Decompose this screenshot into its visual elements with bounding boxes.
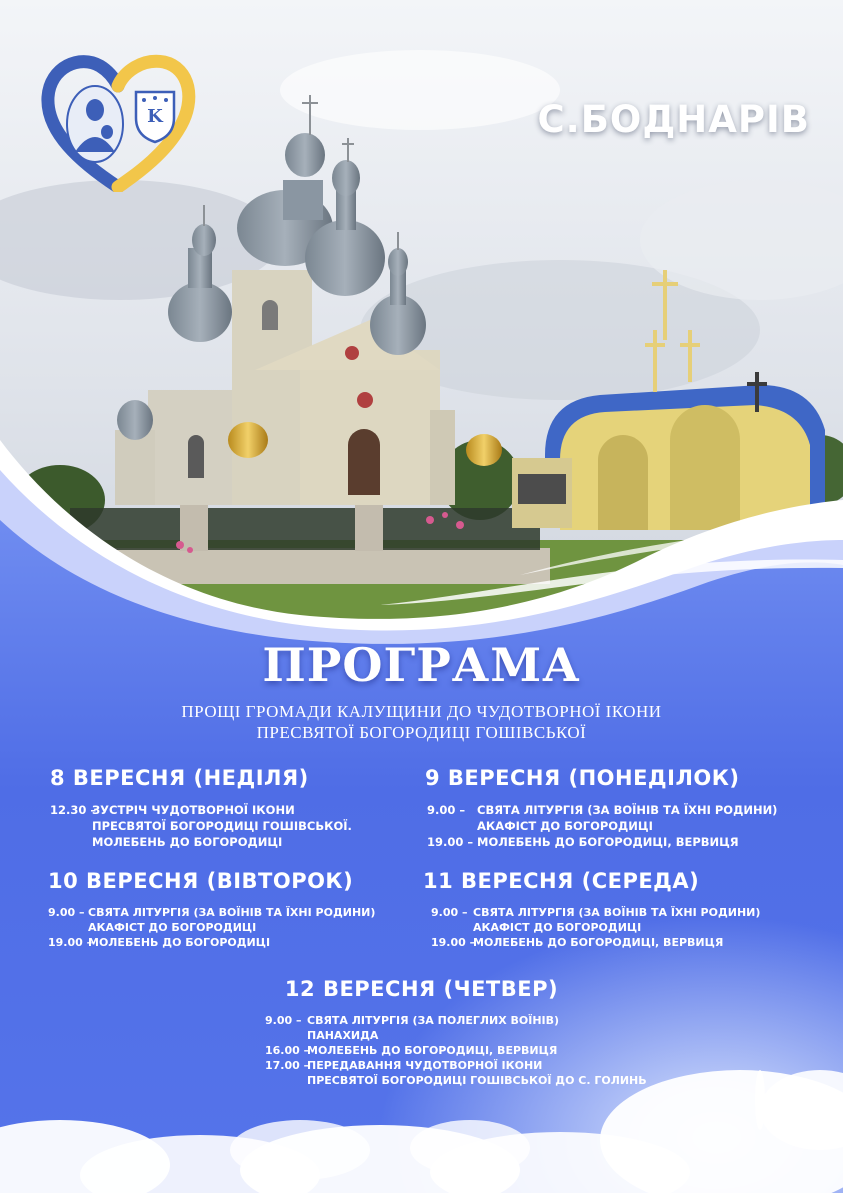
event-text: ПАНАХИДА — [307, 1029, 379, 1042]
event-item — [48, 905, 375, 935]
day-block-sep-9 — [425, 766, 777, 850]
event-item — [427, 834, 777, 850]
event-time: 16.00 – — [265, 1044, 310, 1057]
day-block-sep-8 — [50, 766, 352, 850]
event-item — [265, 1043, 843, 1058]
event-list — [265, 1013, 843, 1088]
event-list — [48, 905, 375, 950]
event-text: СВЯТА ЛІТУРГІЯ (ЗА ВОЇНІВ ТА ЇХНІ РОДИНИ) — [88, 906, 376, 919]
village-title: С.БОДНАРІВ — [537, 98, 810, 141]
event-item — [431, 905, 760, 935]
event-item — [50, 802, 352, 850]
event-text: МОЛЕБЕНЬ ДО БОГОРОДИЦІ — [88, 936, 271, 949]
day-title: 12 ВЕРЕСНЯ (ЧЕТВЕР) — [284, 977, 559, 1001]
event-time: 19.00 – — [431, 936, 476, 949]
day-title: 10 ВЕРЕСНЯ (ВІВТОРОК) — [48, 869, 354, 893]
event-text: АКАФІСТ ДО БОГОРОДИЦІ — [473, 921, 642, 934]
event-text: СВЯТА ЛІТУРГІЯ (ЗА ВОЇНІВ ТА ЇХНІ РОДИНИ) — [477, 803, 778, 817]
event-time: 9.00 – — [431, 906, 468, 919]
day-title: 11 ВЕРЕСНЯ (СЕРЕДА) — [423, 869, 700, 893]
event-item — [265, 1013, 843, 1043]
subtitle-line-1: ПРОЩІ ГРОМАДИ КАЛУЩИНИ ДО ЧУДОТВОРНОЇ ІКОНИ — [181, 702, 662, 721]
emblem-letter: K — [147, 106, 163, 127]
event-text: ЗУСТРІЧ ЧУДОТВОРНОЇ ІКОНИ — [92, 803, 295, 817]
event-time: 17.00 – — [265, 1059, 310, 1072]
event-text: МОЛЕБЕНЬ ДО БОГОРОДИЦІ, ВЕРВИЦЯ — [477, 835, 739, 849]
event-text: МОЛЕБЕНЬ ДО БОГОРОДИЦІ, ВЕРВИЦЯ — [307, 1044, 558, 1057]
event-text: ПРЕСВЯТОЇ БОГОРОДИЦІ ГОШІВСЬКОЇ. — [92, 819, 352, 833]
heart-logo-icon — [40, 52, 196, 192]
event-text: АКАФІСТ ДО БОГОРОДИЦІ — [88, 921, 257, 934]
event-time: 12.30 – — [50, 803, 97, 817]
event-text: СВЯТА ЛІТУРГІЯ (ЗА ВОЇНІВ ТА ЇХНІ РОДИНИ) — [473, 906, 761, 919]
day-title: 8 ВЕРЕСНЯ (НЕДІЛЯ) — [50, 766, 309, 790]
event-time: 19.00 – — [48, 936, 93, 949]
day-block-sep-12 — [0, 977, 843, 1088]
event-text: МОЛЕБЕНЬ ДО БОГОРОДИЦІ, ВЕРВИЦЯ — [473, 936, 724, 949]
day-block-sep-10 — [48, 869, 375, 950]
event-time: 9.00 – — [48, 906, 85, 919]
program-title: ПРОГРАМА — [262, 638, 581, 692]
event-item — [431, 935, 760, 950]
day-block-sep-11 — [423, 869, 760, 950]
event-list — [50, 802, 352, 850]
event-text: МОЛЕБЕНЬ ДО БОГОРОДИЦІ — [92, 835, 283, 849]
event-item — [427, 802, 777, 834]
event-time: 19.00 – — [427, 835, 474, 849]
event-list — [431, 905, 760, 950]
day-title: 9 ВЕРЕСНЯ (ПОНЕДІЛОК) — [425, 766, 740, 790]
event-text: ПЕРЕДАВАННЯ ЧУДОТВОРНОЇ ІКОНИ — [307, 1059, 543, 1072]
subtitle-line-2: ПРЕСВЯТОЇ БОГОРОДИЦІ ГОШІВСЬКОЇ — [256, 723, 587, 742]
event-item — [265, 1058, 843, 1088]
event-time: 9.00 – — [427, 803, 466, 817]
event-item — [48, 935, 375, 950]
event-text: ПРЕСВЯТОЇ БОГОРОДИЦІ ГОШІВСЬКОЇ ДО С. ГОЛИНЬ — [307, 1074, 647, 1087]
event-text: АКАФІСТ ДО БОГОРОДИЦІ — [477, 819, 653, 833]
event-text: СВЯТА ЛІТУРГІЯ (ЗА ПОЛЕГЛИХ ВОЇНІВ) — [307, 1014, 560, 1027]
program-subtitle — [0, 701, 843, 743]
event-time: 9.00 – — [265, 1014, 302, 1027]
event-list — [427, 802, 777, 850]
